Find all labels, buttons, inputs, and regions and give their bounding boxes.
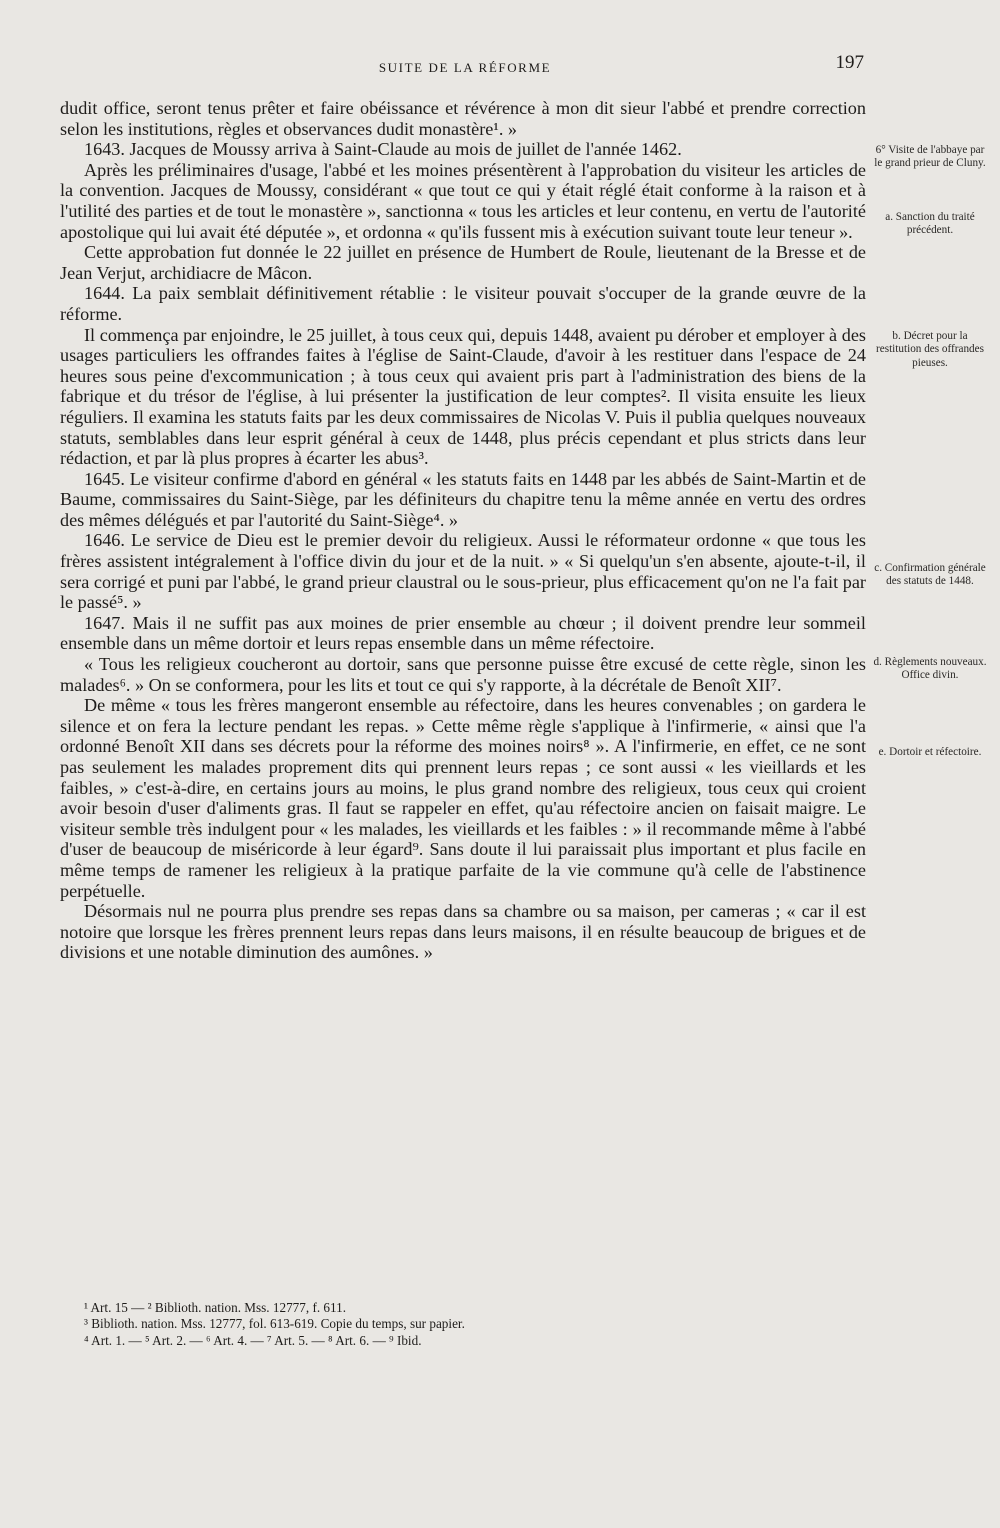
- margin-note: e. Dortoir et réfectoire.: [878, 746, 982, 758]
- margin-note: a. Sanction du traité précédent.: [885, 211, 975, 237]
- margin-note: c. Confirmation générale des statuts de 1448.: [874, 562, 986, 588]
- running-title: SUITE DE LA RÉFORME: [378, 60, 552, 75]
- margin-note: d. Règlements nouveaux. Office divin.: [873, 656, 987, 682]
- footnotes: [84, 1300, 864, 1349]
- paragraph: 1644. La paix semblait définitivement rétablie : le visiteur pouvait s'occuper de la grande œuvre de la réforme.: [60, 283, 866, 324]
- paragraph: 1647. Mais il ne suffit pas aux moines de prier ensemble au chœur ; il doivent prendre leur sommeil ensemble dans un même dortoir et leurs repas ensemble dans un même réfectoire.: [60, 612, 866, 654]
- paragraph: Après les préliminaires d'usage, l'abbé et les moines présentèrent à l'approbation du visiteur les articles de la convention. Jacques de Moussy, considérant « que tout ce qui y était réglé était conforme à la raison et à l'utilité des parties et de tout le monastère », sanctionna « tous les articles et leur contenu, en vertu de l'autorité apostolique qui lui avait été députée », et ordonna « qu'ils fussent mis à exécution suivant toute leur teneur ».: [60, 159, 866, 242]
- paragraph: dudit office, seront tenus prêter et faire obéissance et révérence à mon dit sieur l'abbé et prendre correction selon les institutions, règles et observances dudit monastère¹. »: [60, 98, 866, 139]
- footnote: ³ Biblioth. nation. Mss. 12777, fol. 613-619. Copie du temps, sur papier.: [84, 1316, 465, 1332]
- paragraph: Il commença par enjoindre, le 25 juillet, à tous ceux qui, depuis 1448, avaient pu dérober et employer à des usages particuliers les offrandes faites à l'église de Saint-Claude, d'avoir à les restituer dans l'espace de 24 heures sous peine d'excommunication ; à tous ceux qui avaient pris part à l'administration des biens de la fabrique et du trésor de l'église, à lui présenter la justification de leur comptes². Il visita ensuite les lieux réguliers. Il examina les statuts faits par les deux commissaires de Nicolas V. Puis il publia quelques nouveaux statuts, semblables dans leur esprit général à ceux de 1448, plus précis cependant et plus stricts dans leur rédaction, et par là plus propres à écarter les abus³.: [60, 324, 866, 469]
- margin-note: 6° Visite de l'abbaye par le grand prieur de Cluny.: [874, 144, 986, 170]
- page-header: [60, 52, 870, 92]
- paragraph: Cette approbation fut donnée le 22 juillet en présence de Humbert de Roule, lieutenant de la Bresse et de Jean Verjut, archidiacre de Mâcon.: [60, 242, 866, 283]
- page-number: 197: [835, 52, 864, 73]
- paragraph: 1643. Jacques de Moussy arriva à Saint-Claude au mois de juillet de l'année 1462.: [84, 139, 682, 160]
- margin-note: b. Décret pour la restitution des offrandes pieuses.: [876, 330, 984, 369]
- main-text: [60, 98, 866, 963]
- paragraph: « Tous les religieux coucheront au dortoir, sans que personne puisse être excusé de cette règle, sinon les malades⁶. » On se conformera, pour les lits et tout ce qui s'y rapporte, à la décrétale de Benoît XII⁷.: [60, 654, 866, 695]
- paragraph: De même « tous les frères mangeront ensemble au réfectoire, dans les heures convenables ; on gardera le silence et on fera la lecture pendant les repas. » Cette même règle s'applique à l'infirmerie, « ainsi que l'a ordonné Benoît XII dans ses décrets pour la réforme des moines noirs⁸ ». A l'infirmerie, en effet, ce ne sont pas seulement les malades proprement dits qui prennent leurs repas ; ce sont aussi « les vieillards et les faibles, » c'est-à-dire, en certains jours au moins, le plus grand nombre des religieux, tous ceux qui croient avoir besoin d'user d'aliments gras. Il faut se rappeler en effet, qu'au réfectoire ancien on faisait maigre. Le visiteur semble très indulgent pour « les malades, les vieillards et les faibles : » il recommande même à l'abbé d'user de beaucoup de miséricorde à leur égard⁹. Sans doute il lui paraissait plus important et plus facile en même temps de ramener les religieux à la pratique parfaite de la vie commune qu'à celle de l'abstinence perpétuelle.: [60, 695, 866, 901]
- footnote: ⁴ Art. 1. — ⁵ Art. 2. — ⁶ Art. 4. — ⁷ Art. 5. — ⁸ Art. 6. — ⁹ Ibid.: [84, 1332, 422, 1348]
- paragraph: 1645. Le visiteur confirme d'abord en général « les statuts faits en 1448 par les abbés de Saint-Martin et de Baume, commissaires du Saint-Siège, par les définiteurs du chapitre tenu la même année en vertu des ordres des mêmes délégués et par l'autorité du Saint-Siège⁴. »: [60, 468, 866, 530]
- paragraph: 1646. Le service de Dieu est le premier devoir du religieux. Aussi le réformateur ordonne « que tous les frères assistent intégralement à l'office divin du jour et de la nuit. » « Si quelqu'un s'en absente, ajoute-t-il, il sera corrigé et puni par l'abbé, le grand prieur claustral ou le sous-prieur, plus efficacement qu'on ne l'a fait par le passé⁵. »: [60, 530, 866, 613]
- paragraph: Désormais nul ne pourra plus prendre ses repas dans sa chambre ou sa maison, per cameras ; « car il est notoire que lorsque les frères prennent leurs repas dans leurs maisons, il en résulte beaucoup de brigues et de divisions et une notable diminution des aumônes. »: [60, 901, 866, 963]
- footnote: ¹ Art. 15 — ² Biblioth. nation. Mss. 12777, f. 611.: [84, 1300, 347, 1315]
